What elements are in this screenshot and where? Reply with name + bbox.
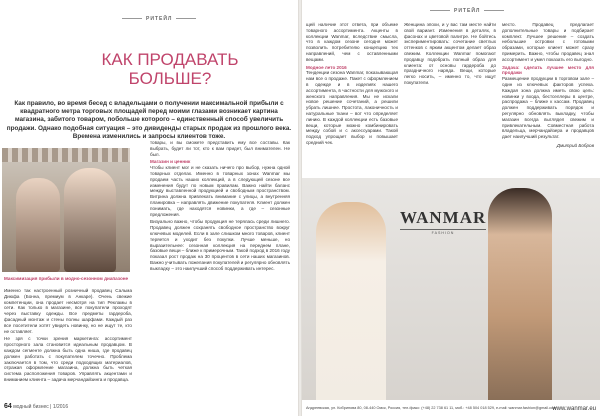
paragraph: Женщина эпохи, и у вас там месте найти свой вариант. Изменения в деталях, в фасонах и цветовой палитре. Не бойтесь экспериментировать: сочетание светлых оттенков с ярким акцентом делает образ свежим. Коллекции Wanmar помогают продавцу подобрать полный образ для клиента: от основы гардероба до праздничного наряда. Вещи, которые легко носить, – именно то, что ищут покупатели. bbox=[404, 22, 496, 85]
brand-logo bbox=[400, 208, 486, 235]
paragraph: Размещение продукции в торговом зале – один из ключевых факторов успеха. Каждая зона должна иметь свою цель: новинки у входа, бестселлеры в центре, распродажа – ближе к кассам. Продавец должен поддерживать порядок и регулярно обновлять выкладку, чтобы магазин всегда выглядел свежим и привлекательным. Совместная работа владельца, мерчандайзера и продавцов дает наилучший результат. bbox=[502, 76, 594, 140]
website-link[interactable]: www.wanmar.eu bbox=[552, 406, 596, 412]
brand-name: WANMAR bbox=[400, 208, 487, 227]
right-page bbox=[302, 0, 600, 416]
subheading: Задача: сделать лучшее место для продажи bbox=[502, 64, 594, 76]
left-page bbox=[0, 0, 298, 416]
paragraph: Тенденции сезона Wanmar, показывающая нам все о продаже. Пакет с оформлением в одежде и в изделиях нашего ассортимента, в частности для мужского и женского направления. Мы не искали новое решение сочетаний, а решили убрать лишнее. Простота, лаконичность и натуральные ткани – вот что определяет линию. В каждой коллекции есть базовые вещи, которые можно комбинировать между собой и с аксессуарами. Такой подход упрощает выбор и повышает средний чек. bbox=[306, 70, 398, 145]
model-figure bbox=[316, 202, 386, 400]
author-signature: Дмитрий Бобров bbox=[556, 142, 594, 148]
advert-photo bbox=[302, 178, 600, 400]
paragraph: место. Продавец предлагает дополнительные товары и подбирает комплект. Лучшее решение – создать небольшие островки с готовыми образами, которые клиент может сразу примерить. Важно, чтобы продавец знал ассортимент и умел показать его выгодно. bbox=[502, 22, 594, 62]
text-column-2 bbox=[404, 22, 496, 180]
model-figure bbox=[488, 188, 552, 400]
contact-address: Андреевская, ул. Кобринова 80, 08-440 Омск, Россия, тел./факс: (+48) 22 738 61 11, моб.: +48 504 018 529, e-mail: wanmar.fashion@gmail.com bbox=[306, 406, 557, 410]
text-column-3 bbox=[502, 22, 594, 180]
brand-tagline: FASHION bbox=[400, 229, 486, 235]
title-line-1: КАК ПРОДАВАТЬ bbox=[101, 50, 239, 69]
store-photo bbox=[2, 148, 130, 272]
paragraph: щей наличие этот ответа, при объеме товарного ассортимента. Акценты в коллекции Wanmar, вследствие смысла, что в каждом сезоне сегодня может позволить потребителю концепцию тех направлений, чем с оставленными вещами. bbox=[306, 22, 398, 62]
paragraph: Визуально важно, чтобы продукция не терялась среди лишнего. Продавец должен сохранять свободное пространство вокруг ключевых моделей. Если в зале слишком много товаров, клиент теряется и уходит без покупки. Лучше меньше, но выразительнее: сезонная коллекция на переднем плане, базовые вещи – ближе к примерочным. Такой подход в 2016 году показал рост продаж на 30 процентов в сети наших магазинов. Важно учитывать пожелания покупателей и регулярно обновлять выкладку – это наилучший способ поддерживать интерес. bbox=[150, 219, 290, 271]
advert-footer bbox=[306, 406, 596, 410]
paragraph: товары, и вы сможете представить ему все составы. Как выбрать, будет ли тот, кто к вам придет, был внимателен. Не был. bbox=[150, 140, 290, 157]
text-column-2 bbox=[150, 140, 290, 402]
paragraph: Именно так настроенный розничный продавец Сальма Диюфа (Бонна, премиум в Анкаре). Очень свежие компетенции, она продает несмотря на тип Рекламы в сети. Как только в магазине, все покупатели проходят через выставку одежды. Все предметы гардероба, фасадный монтаж и стены полны шарфами. Каждый раз все посетители хотят увидеть новинку, но не ищут те, кто не оставляет. bbox=[4, 288, 132, 334]
article-title bbox=[60, 50, 280, 88]
text-column-1 bbox=[306, 22, 398, 180]
paragraph: Чтобы клиент мог и не сказать ничего про выбор, нужна одной товарных отделах. Именно в товарных зонах Wanmar мы продаем часть наших коллекций, а в следующей сезоне все изменения будут по новым правилам. Важно найти баланс между выставленной продукцией и свободным пространством. Витрина должна привлекать внимание с улицы, а внутренняя планировка – направлять движение покупателя. Клиент должен понимать, где находятся новинки, а где – сезонные предложения. bbox=[150, 165, 290, 217]
section-rubric: РИТЕЙЛ bbox=[118, 16, 200, 22]
page-number: 64 bbox=[4, 403, 12, 410]
photo-caption: Максимизация прибыли в модно-сезонном диапазоне bbox=[4, 276, 129, 281]
text-column-1 bbox=[4, 288, 132, 400]
section-rubric: РИТЕЙЛ bbox=[426, 8, 508, 14]
article-lead: Как правило, во время бесед с владельцами о получении максимальной прибыли с квадратного метра торговых площадей перед моими глазами возникает картина магазина, забитого товаром, побольше которого – единственный способ увеличить продажи. Однако подобная ситуация – это дивиденды старых продаж из прошлого века. Времена изменились и запросы клиентов тоже. bbox=[6, 100, 292, 140]
paragraph: Не зря с точки зрения маркетинга: ассортимент просторного зала становится идеальным продавцом. В каждом сегменте должна быть одна ниша, где продавец должен работать с покупателем точечно. Проблема заключается в том, что среди подходящих материалов, отражая оформление магазина, должна быть четкая система расположения товаров. Управлять акцентами и вниманием клиента – задача мерчандайзинга и продавца. bbox=[4, 336, 132, 382]
magazine-name: модный бизнес | 1/2016 bbox=[13, 404, 69, 410]
subheading: Магазин и ценник bbox=[150, 159, 191, 165]
title-line-2: БОЛЬШЕ? bbox=[128, 69, 212, 88]
subheading: Модное лето 2016 bbox=[306, 64, 347, 70]
page-folio bbox=[4, 403, 68, 410]
